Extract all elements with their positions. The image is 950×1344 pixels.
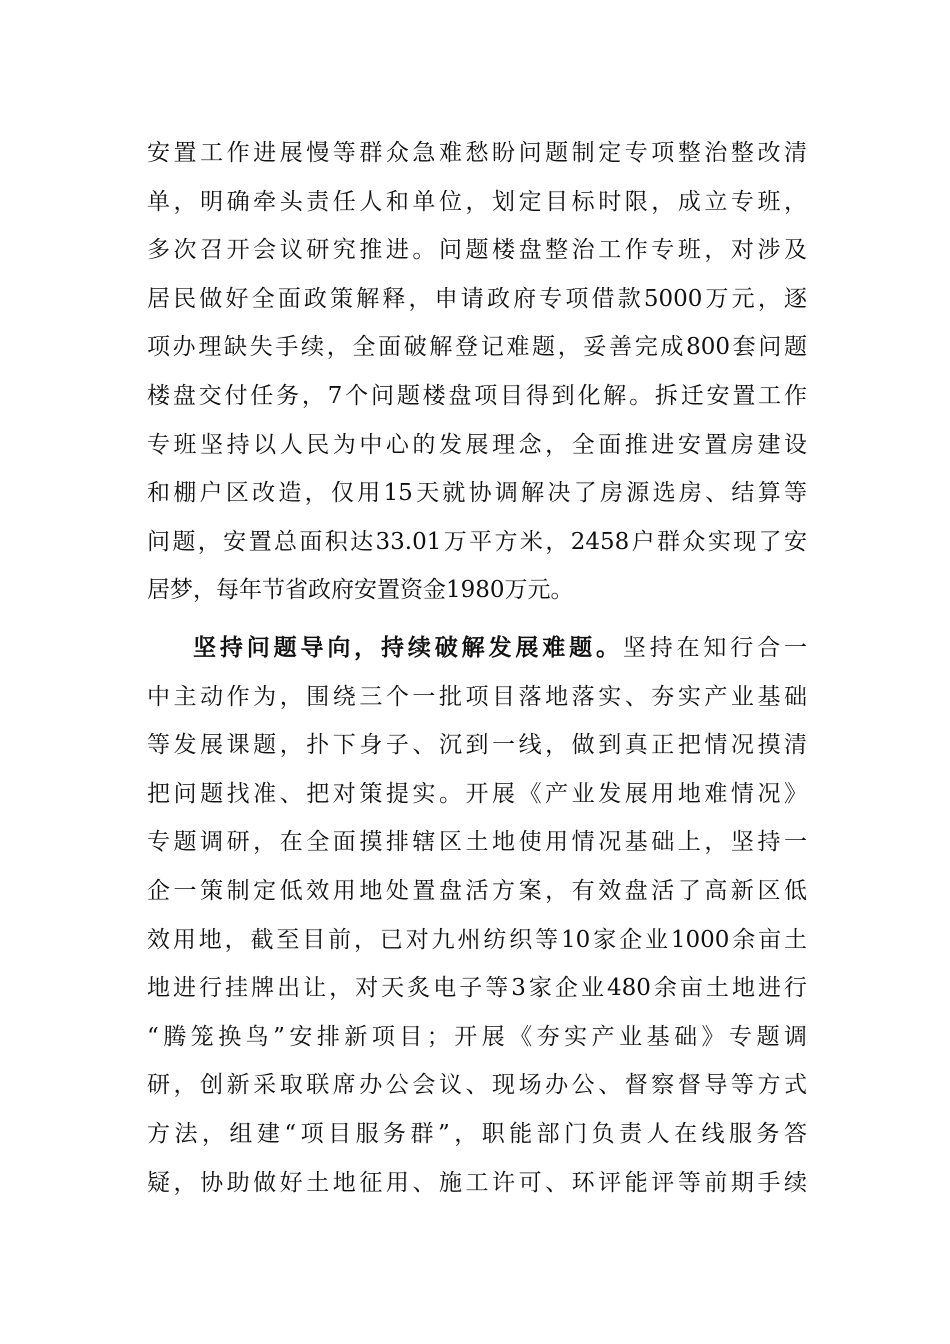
paragraph-line: 项办理缺失手续，全面破解登记难题，妥善完成800套问题 xyxy=(147,334,807,361)
paragraph-line: 效用地，截至目前，已对九州纺织等10家企业1000余亩土 xyxy=(147,926,807,953)
paragraph-line: 专班坚持以人民为中心的发展理念，全面推进安置房建设 xyxy=(147,431,807,458)
paragraph-line: 专题调研，在全面摸排辖区土地使用情况基础上，坚持一 xyxy=(147,829,807,856)
paragraph-line: 疑，协助做好土地征用、施工许可、环评能评等前期手续 xyxy=(147,1169,807,1196)
paragraph-line: 等发展课题，扑下身子、沉到一线，做到真正把情况摸清 xyxy=(147,732,807,759)
paragraph-line: 研，创新采取联席办公会议、现场办公、督察督导等方式 xyxy=(147,1072,807,1099)
paragraph-line: 中主动作为，围绕三个一批项目落地落实、夯实产业基础 xyxy=(147,683,807,710)
paragraph-line: 居梦，每年节省政府安置资金1980万元。 xyxy=(147,577,574,604)
paragraph-line: 居民做好全面政策解释，申请政府专项借款5000万元，逐 xyxy=(147,285,807,312)
paragraph-1 xyxy=(147,129,807,615)
paragraph-line: “腾笼换鸟”安排新项目；开展《夯实产业基础》专题调 xyxy=(147,1023,807,1050)
paragraph-line: 地进行挂牌出让，对天炙电子等3家企业480余亩土地进行 xyxy=(147,975,807,1002)
paragraph-line: 把问题找准、把对策提实。开展《产业发展用地难情况》 xyxy=(147,780,807,807)
paragraph-line: 单，明确牵头责任人和单位，划定目标时限，成立专班， xyxy=(147,188,807,215)
paragraph-first-line xyxy=(147,624,807,673)
paragraph-line: 楼盘交付任务，7个问题楼盘项目得到化解。拆迁安置工作 xyxy=(147,382,807,409)
paragraph-line: 方法，组建“项目服务群”，职能部门负责人在线服务答 xyxy=(147,1120,807,1147)
paragraph-line: 安置工作进展慢等群众急难愁盼问题制定专项整治整改清 xyxy=(147,140,807,166)
paragraph-first-line-text: 坚持在知行合一 xyxy=(622,635,807,661)
paragraph-heading: 坚持问题导向，持续破解发展难题。 xyxy=(193,635,623,661)
paragraph-line: 多次召开会议研究推进。问题楼盘整治工作专班，对涉及 xyxy=(147,237,807,264)
paragraph-2 xyxy=(147,624,807,1207)
paragraph-line: 和棚户区改造，仅用15天就协调解决了房源选房、结算等 xyxy=(147,480,807,507)
paragraph-line: 企一策制定低效用地处置盘活方案，有效盘活了高新区低 xyxy=(147,877,807,904)
paragraph-line: 问题，安置总面积达33.01万平方米，2458户群众实现了安 xyxy=(147,528,807,555)
